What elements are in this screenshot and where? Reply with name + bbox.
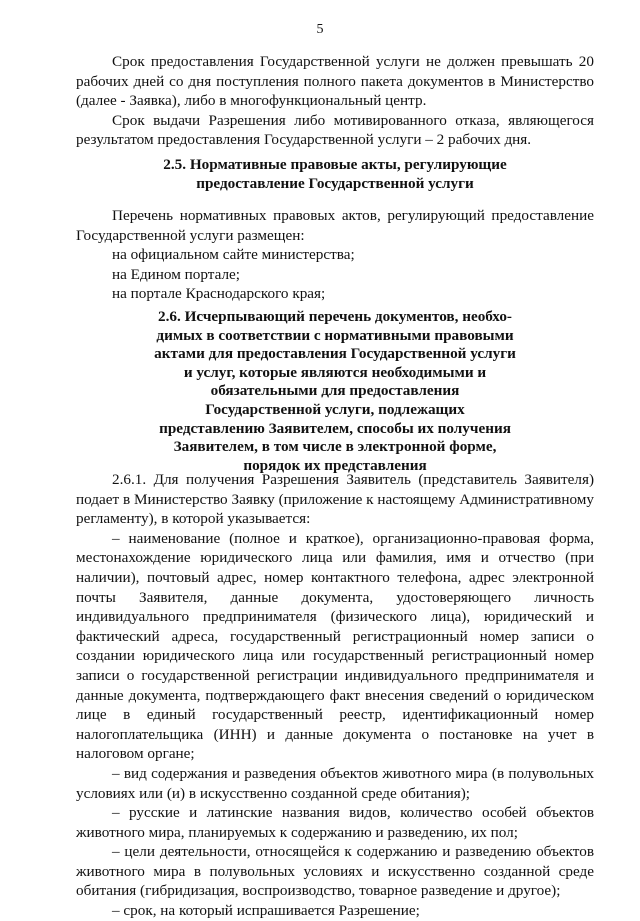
list-item: – русские и латинские названия видов, количество особей объектов животного мира, планируемых к содержанию и разведению, их пол; — [76, 804, 594, 841]
section-heading-line: Заявителем, в том числе в электронной форме, — [173, 438, 497, 456]
section-heading-line: актами для предоставления Государственной услуги — [154, 345, 516, 363]
section-2-5-heading — [76, 156, 594, 193]
section-heading-line: обязательными для предоставления — [210, 382, 460, 400]
paragraph-2-6-1: 2.6.1. Для получения Разрешения Заявитель (представитель Заявителя) подает в Министерство Заявку (приложение к настоящему Административному регламенту), в которой указывается: — [76, 471, 594, 528]
list-item: – наименование (полное и краткое), организационно-правовая форма, местонахождение юридического лица или фамилия, имя и отчество (при наличии), почтовый адрес, номер контактного телефона, адрес электронной почты Заявителя, данные документа, удостоверяющего личность индивидуального предпринимателя (физического лица), юридический и фактический адреса, государственный регистрационный номер записи о создании юридического лица или государственный регистрационный номер записи о государственной регистрации индивидуального предпринимателя и данные документа, подтверждающего факт внесения сведений о юридическом лице в единый государственный реестр, идентификационный номер налогоплательщика (ИНН) и данные документа о постановке на учет в налоговом органе; — [76, 529, 594, 763]
section-heading-line: представлению Заявителем, способы их получения — [159, 419, 511, 437]
list-item: на Едином портале; — [112, 265, 240, 283]
top-paragraphs — [76, 52, 594, 150]
page-number: 5 — [316, 22, 324, 37]
list-item: на портале Краснодарского края; — [112, 285, 326, 303]
section-heading-line: 2.6. Исчерпывающий перечень документов, необхо- — [158, 308, 512, 325]
section-heading-line: 2.5. Нормативные правовые акты, регулирующие — [163, 156, 507, 173]
section-heading-line: предоставление Государственной услуги — [196, 174, 474, 192]
section-heading-line: порядок их представления — [243, 456, 427, 474]
list-item: – цели деятельности, относящейся к содержанию и разведению объектов животного мира в полувольных условиях и искусственно созданной среде обитания (гибридизация, воспроизводство, товарное разведение и другое); — [76, 843, 594, 900]
paragraph-acts-list-intro: Перечень нормативных правовых актов, регулирующий предоставление Государственной услуги размещен: — [76, 207, 594, 244]
paragraph-issue-term: Срок выдачи Разрешения либо мотивированного отказа, являющегося результатом предоставления Государственной услуги – 2 рабочих дня. — [76, 111, 594, 149]
section-2-6-heading — [76, 308, 594, 475]
list-item: на официальном сайте министерства; — [112, 246, 355, 264]
paragraph-deadline: Срок предоставления Государственной услуги не должен превышать 20 рабочих дней со дня поступления полного пакета документов в Министерство (далее - Заявка), либо в многофункциональный центр. — [76, 53, 594, 110]
section-2-5-body — [76, 206, 594, 304]
list-item: – вид содержания и разведения объектов животного мира (в полувольных условиях или (и) в искусственно созданной среде обитания); — [76, 764, 594, 802]
section-heading-line: и услуг, которые являются необходимыми и — [183, 363, 487, 381]
list-item: – срок, на который испрашивается Разрешение; — [112, 902, 420, 920]
section-2-6-body — [76, 470, 594, 921]
section-heading-line: димых в соответствии с нормативными правовыми — [156, 326, 514, 344]
section-heading-line: Государственной услуги, подлежащих — [205, 400, 465, 418]
